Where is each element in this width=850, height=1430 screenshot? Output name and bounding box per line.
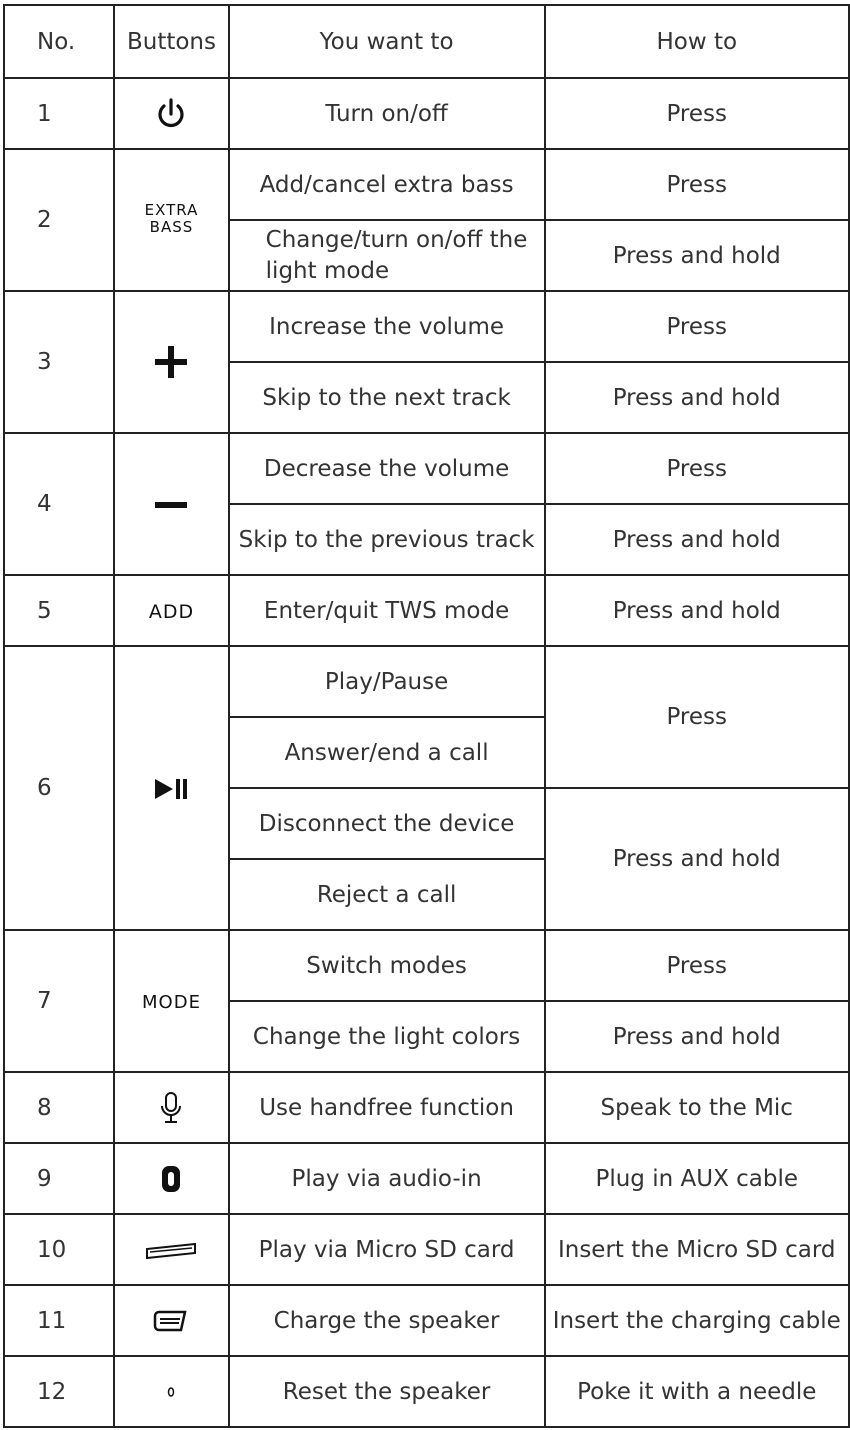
play-pause-icon <box>154 778 188 800</box>
button-cell <box>114 646 228 930</box>
action-cell: Skip to the previous track <box>229 504 545 575</box>
action-cell: Play via Micro SD card <box>229 1214 545 1285</box>
action-cell: Increase the volume <box>229 291 545 362</box>
plus-icon <box>154 345 188 379</box>
table-row <box>4 78 849 149</box>
method-cell: Press and hold <box>545 788 850 930</box>
method-cell: Speak to the Mic <box>545 1072 850 1143</box>
usb-port-icon <box>153 1308 189 1334</box>
button-function-table <box>3 4 850 1428</box>
table-row <box>4 291 849 362</box>
method-cell: Insert the charging cable <box>545 1285 850 1356</box>
action-cell: Change/turn on/off the light mode <box>229 220 545 291</box>
method-cell: Press and hold <box>545 220 850 291</box>
minus-icon <box>154 500 188 510</box>
button-cell <box>114 291 228 433</box>
table-row <box>4 1143 849 1214</box>
method-cell: Press and hold <box>545 1001 850 1072</box>
action-cell: Disconnect the device <box>229 788 545 859</box>
reset-hole-icon <box>165 1385 177 1399</box>
action-cell: Switch modes <box>229 930 545 1001</box>
table-row <box>4 646 849 717</box>
row-number: 11 <box>4 1285 114 1356</box>
microphone-icon <box>159 1091 183 1125</box>
method-cell: Plug in AUX cable <box>545 1143 850 1214</box>
action-cell: Play/Pause <box>229 646 545 717</box>
table-row <box>4 575 849 646</box>
button-cell <box>114 149 228 291</box>
row-number: 3 <box>4 291 114 433</box>
method-cell: Press <box>545 291 850 362</box>
table-row <box>4 930 849 1001</box>
method-cell: Press and hold <box>545 504 850 575</box>
button-cell <box>114 1356 228 1427</box>
table-row <box>4 1356 849 1427</box>
action-cell: Enter/quit TWS mode <box>229 575 545 646</box>
extra-bass-button-label <box>145 202 199 236</box>
action-cell: Add/cancel extra bass <box>229 149 545 220</box>
table-row <box>4 1214 849 1285</box>
button-cell <box>114 78 228 149</box>
header-how: How to <box>545 5 850 78</box>
button-cell <box>114 1214 228 1285</box>
row-number: 2 <box>4 149 114 291</box>
action-cell: Reject a call <box>229 859 545 930</box>
method-cell: Press <box>545 930 850 1001</box>
add-button-label: ADD <box>148 600 195 623</box>
button-cell <box>114 930 228 1072</box>
action-cell: Play via audio-in <box>229 1143 545 1214</box>
header-buttons: Buttons <box>114 5 228 78</box>
row-number: 7 <box>4 930 114 1072</box>
button-cell <box>114 575 228 646</box>
extra-bass-label-line2: BASS <box>149 218 194 236</box>
row-number: 4 <box>4 433 114 575</box>
row-number: 8 <box>4 1072 114 1143</box>
method-cell: Press and hold <box>545 575 850 646</box>
method-cell: Press <box>545 433 850 504</box>
row-number: 5 <box>4 575 114 646</box>
header-row <box>4 5 849 78</box>
method-cell: Poke it with a needle <box>545 1356 850 1427</box>
method-cell: Press and hold <box>545 362 850 433</box>
row-number: 1 <box>4 78 114 149</box>
button-cell <box>114 1072 228 1143</box>
method-cell: Press <box>545 78 850 149</box>
action-cell: Decrease the volume <box>229 433 545 504</box>
table-row <box>4 149 849 220</box>
action-cell: Answer/end a call <box>229 717 545 788</box>
action-cell: Turn on/off <box>229 78 545 149</box>
button-cell <box>114 1285 228 1356</box>
row-number: 6 <box>4 646 114 930</box>
action-cell: Charge the speaker <box>229 1285 545 1356</box>
extra-bass-label-line1: EXTRA <box>144 201 199 219</box>
action-cell: Change the light colors <box>229 1001 545 1072</box>
row-number: 10 <box>4 1214 114 1285</box>
table-row <box>4 433 849 504</box>
power-icon <box>154 97 188 131</box>
aux-port-icon <box>160 1164 182 1194</box>
action-cell: Reset the speaker <box>229 1356 545 1427</box>
table-row <box>4 1285 849 1356</box>
button-cell <box>114 433 228 575</box>
row-number: 9 <box>4 1143 114 1214</box>
action-cell: Skip to the next track <box>229 362 545 433</box>
method-cell: Press <box>545 149 850 220</box>
header-want: You want to <box>229 5 545 78</box>
mode-button-label: MODE <box>142 992 201 1013</box>
method-cell: Insert the Micro SD card <box>545 1214 850 1285</box>
table-row <box>4 1072 849 1143</box>
header-no: No. <box>4 5 114 78</box>
method-cell: Press <box>545 646 850 788</box>
action-cell: Use handfree function <box>229 1072 545 1143</box>
micro-sd-slot-icon <box>144 1239 198 1261</box>
button-cell <box>114 1143 228 1214</box>
row-number: 12 <box>4 1356 114 1427</box>
